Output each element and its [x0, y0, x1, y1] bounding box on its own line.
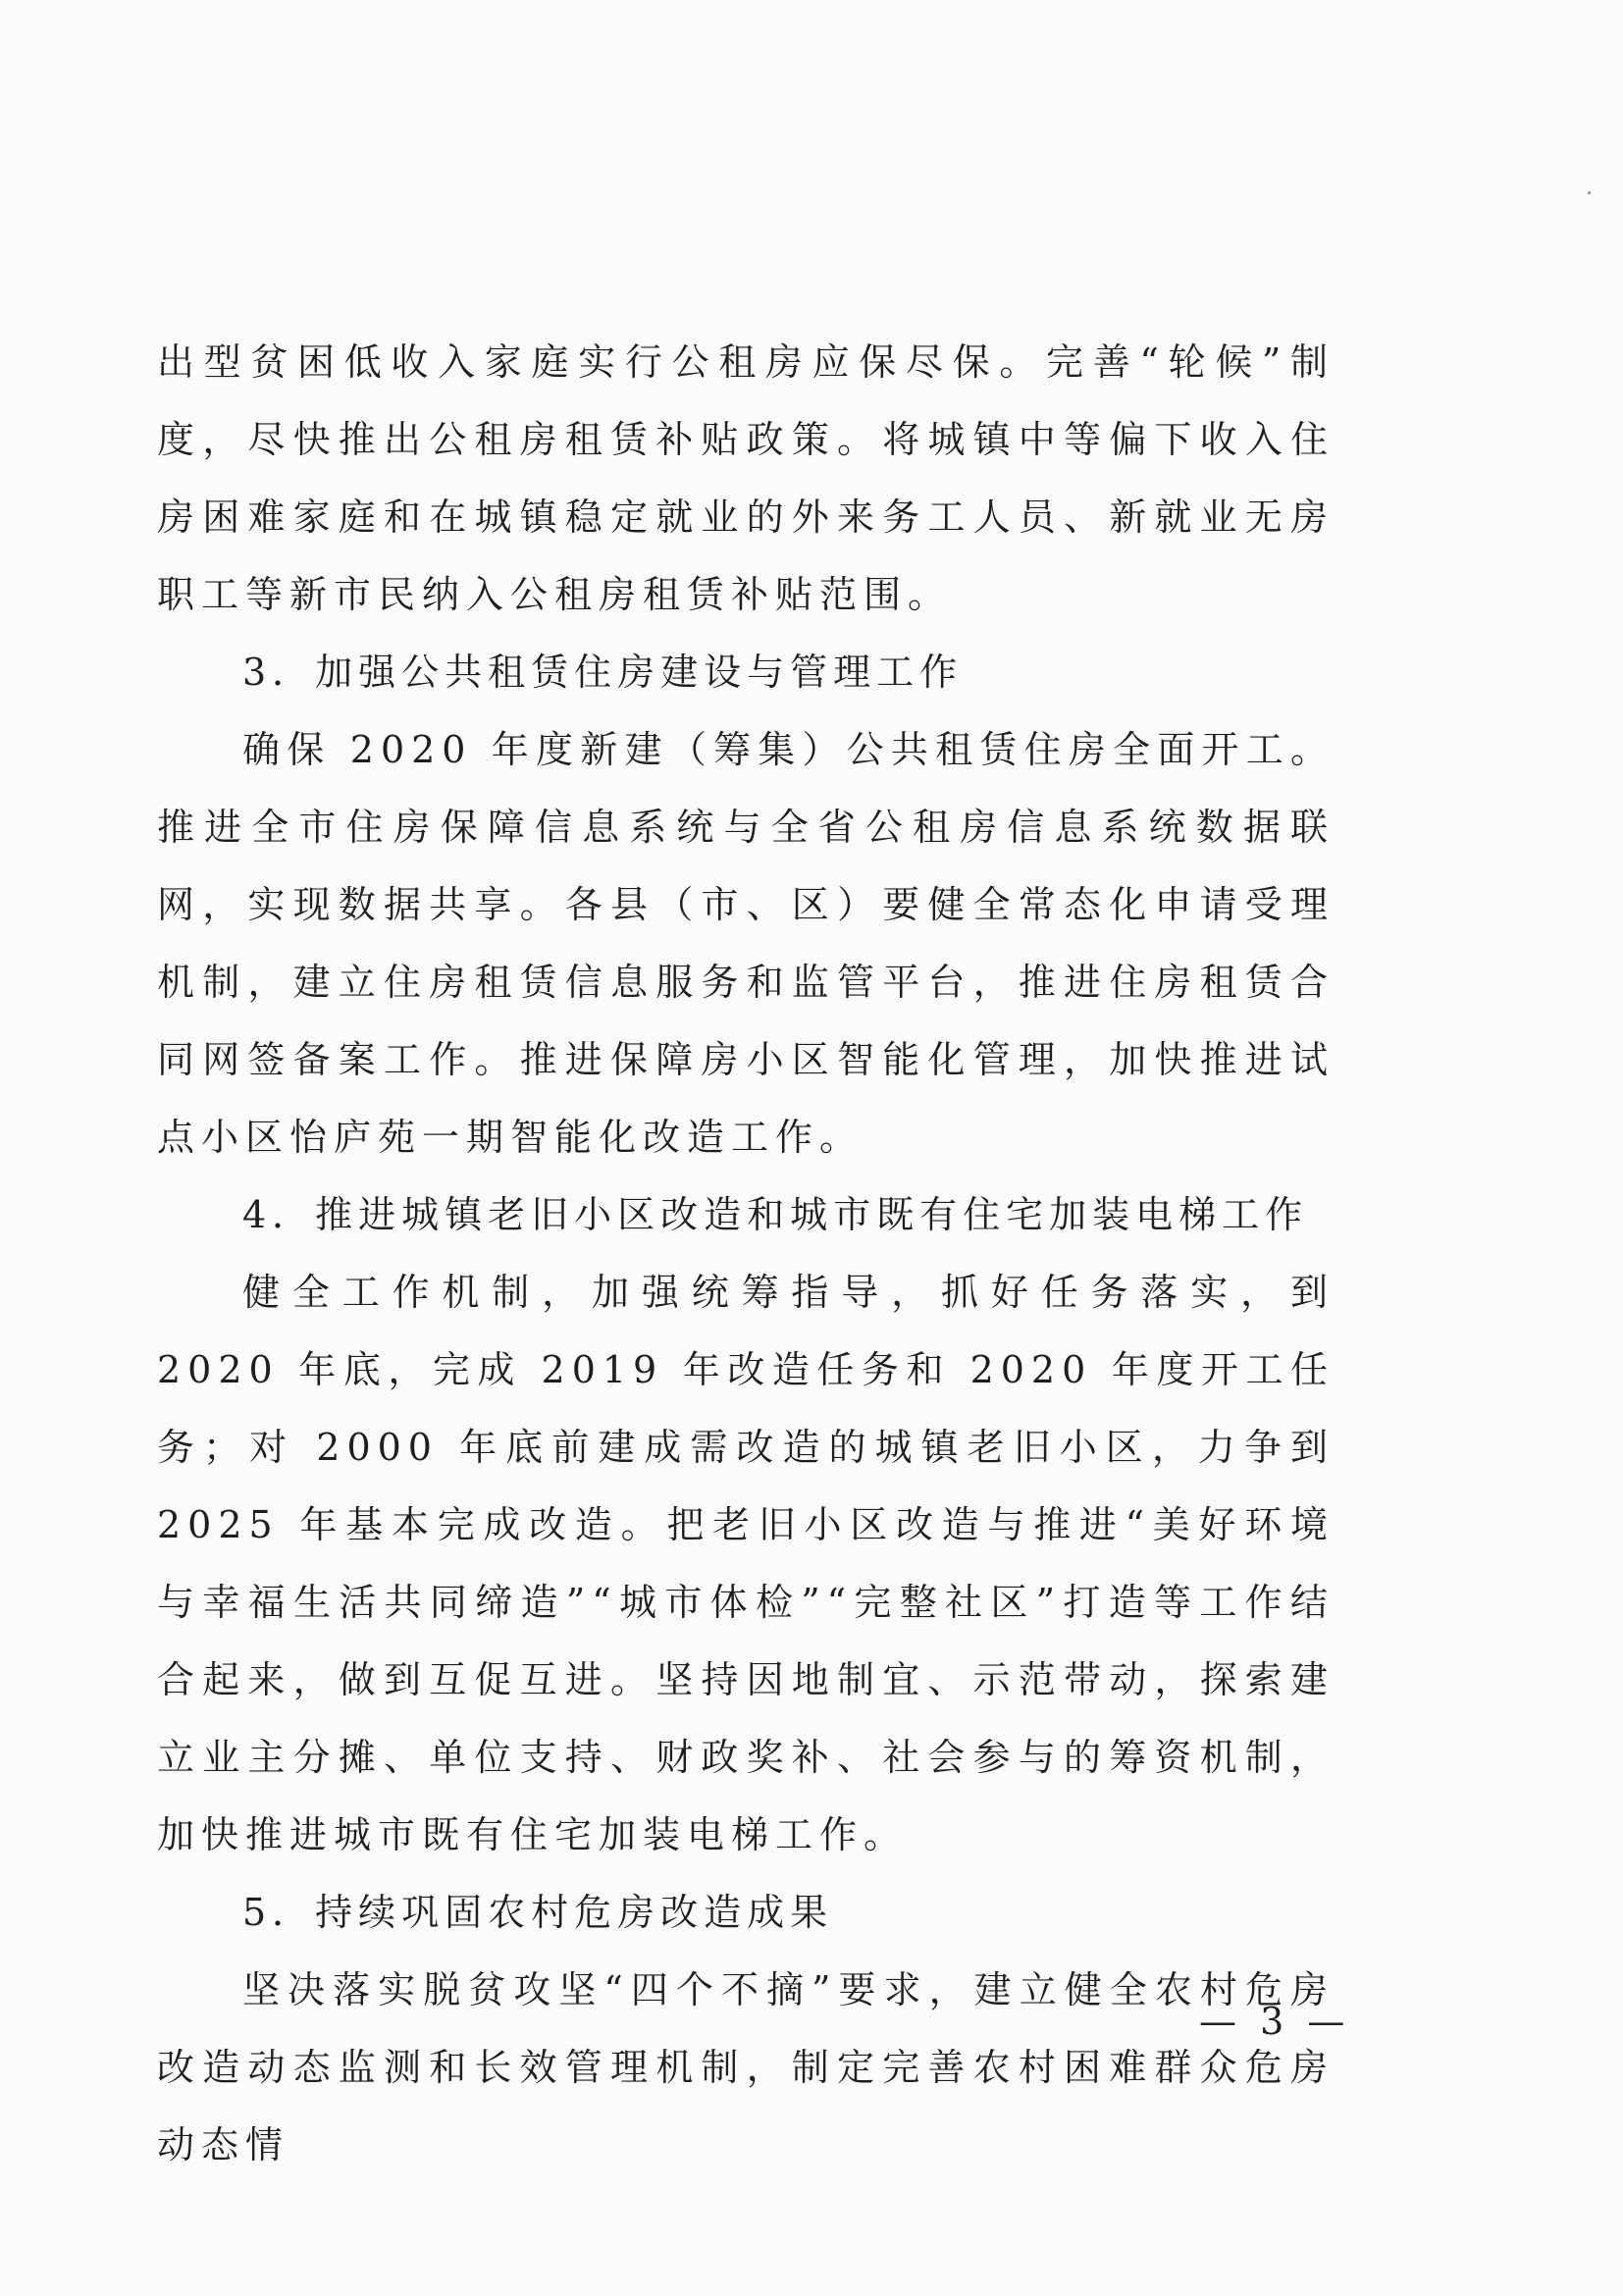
body-text: [157, 324, 1335, 2184]
heading-public-rental-construction: 3．加强公共租赁住房建设与管理工作: [242, 651, 964, 694]
paragraph-old-community-renovation: 健全工作机制，加强统筹指导，抓好任务落实，到 2020 年底，完成 2019 年改造任务和 2020 年度开工任务；对 2000 年底前建成需改造的城镇老旧小区，力争到 2025 年基本完成改造。把老旧小区改造与推进“美好环境与幸福生活共同缔造”“城市体检”“完整社区”打造等工作结合起来，做到互促互进。坚持因地制宜、示范带动，探索建立业主分摊、单位支持、财政奖补、社会参与的筹资机制，加快推进城市既有住宅加装电梯工作。: [157, 1271, 1335, 1856]
scan-speck: [1588, 191, 1591, 194]
heading-rural-housing: 5．持续巩固农村危房改造成果: [242, 1891, 834, 1934]
paragraph-rural-housing: 坚决落实脱贫攻坚“四个不摘”要求，建立健全农村危房改造动态监测和长效管理机制，制定完善农村困难群众危房动态情: [157, 1968, 1335, 2166]
paragraph-public-rental-continued: 出型贫困低收入家庭实行公租房应保尽保。完善“轮候”制度，尽快推出公租房租赁补贴政策。将城镇中等偏下收入住房困难家庭和在城镇稳定就业的外来务工人员、新就业无房职工等新市民纳入公租房租赁补贴范围。: [157, 340, 1335, 616]
heading-old-community-renovation: 4．推进城镇老旧小区改造和城市既有住宅加装电梯工作: [242, 1193, 1309, 1236]
page-number: — 3 —: [1199, 2000, 1351, 2043]
paragraph-public-rental-construction: 确保 2020 年度新建（筹集）公共租赁住房全面开工。推进全市住房保障信息系统与全省公租房信息系统数据联网，实现数据共享。各县（市、区）要健全常态化申请受理机制，建立住房租赁信息服务和监管平台，推进住房租赁合同网签备案工作。推进保障房小区智能化管理，加快推进试点小区怡庐苑一期智能化改造工作。: [157, 728, 1335, 1159]
